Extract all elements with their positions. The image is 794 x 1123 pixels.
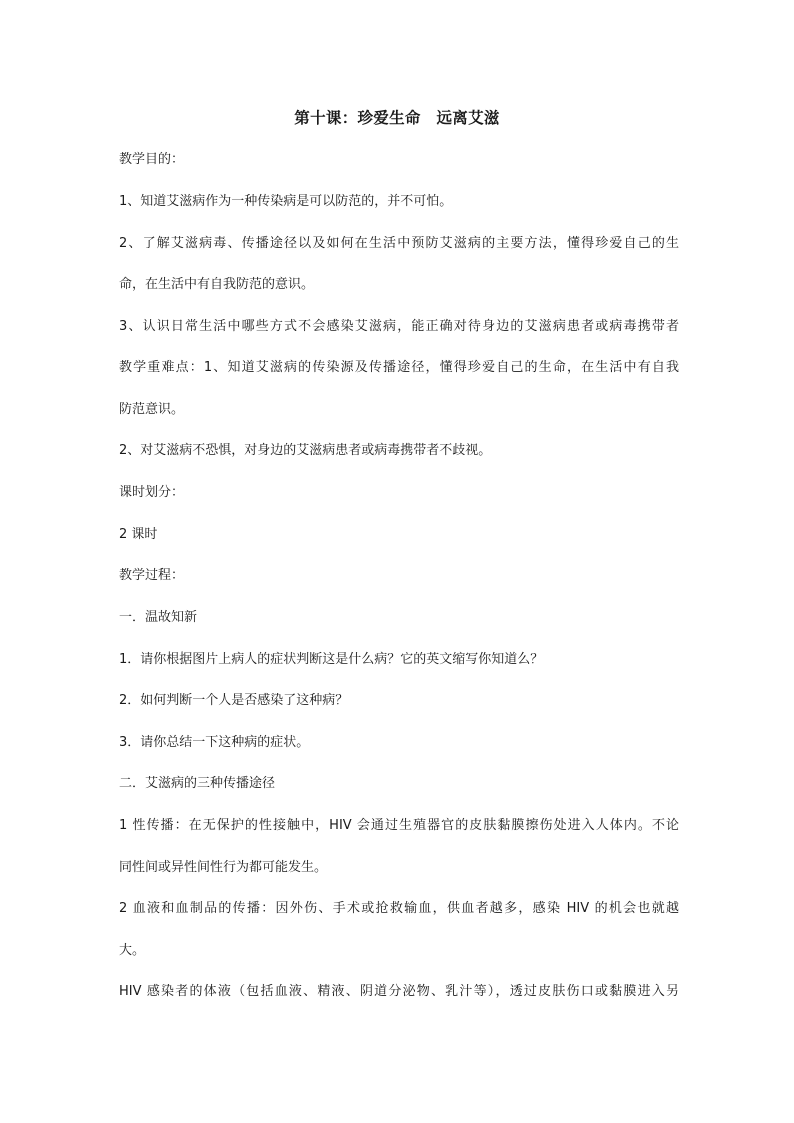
schedule-value: 2 课时 <box>119 527 158 542</box>
objective-item-1: 1、知道艾滋病作为一种传染病是可以防范的，并不可怕。 <box>119 194 453 209</box>
process-question-3: 3．请你总结一下这种病的症状。 <box>119 735 310 750</box>
process-part-1-heading: 一．温故知新 <box>119 610 198 625</box>
section-heading-schedule: 课时划分： <box>119 485 185 500</box>
key-points-line-2: 防范意识。 <box>119 402 185 417</box>
transmission-blood-line-2: 大。 <box>119 943 146 958</box>
process-question-2: 2．如何判断一个人是否感染了这种病？ <box>119 693 349 708</box>
section-heading-process: 教学过程： <box>119 568 185 583</box>
body-fluid-paragraph: HIV 感染者的体液（包括血液、精液、阴道分泌物、乳汁等），透过皮肤伤口或黏膜进入另 <box>119 984 679 999</box>
objective-item-3: 3、认识日常生活中哪些方式不会感染艾滋病，能正确对待身边的艾滋病患者或病毒携带者 <box>119 319 679 334</box>
process-part-2-heading: 二．艾滋病的三种传播途径 <box>119 776 276 791</box>
transmission-sexual-line-1: 1 性传播：在无保护的性接触中，HIV 会通过生殖器官的皮肤黏膜擦伤处进入人体内。不论 <box>119 818 679 833</box>
transmission-blood-line-1: 2 血液和血制品的传播：因外伤、手术或抢救输血，供血者越多，感染 HIV 的机会也就越 <box>119 901 679 916</box>
page-title: 第十课：珍爱生命 远离艾滋 <box>294 109 500 127</box>
transmission-sexual-line-2: 同性间或异性间性行为都可能发生。 <box>119 860 328 875</box>
objective-item-2-line-1: 2、了解艾滋病毒、传播途径以及如何在生活中预防艾滋病的主要方法，懂得珍爱自己的生 <box>119 236 679 251</box>
objective-item-2-line-2: 命，在生活中有自我防范的意识。 <box>119 277 315 292</box>
section-heading-objectives: 教学目的： <box>119 152 185 167</box>
key-points-line-1: 教学重难点：1、知道艾滋病的传染源及传播途径，懂得珍爱自己的生命，在生活中有自我 <box>119 360 679 375</box>
process-question-1: 1．请你根据图片上病人的症状判断这是什么病？它的英文缩写你知道么？ <box>119 652 544 667</box>
key-points-item-2: 2、对艾滋病不恐惧，对身边的艾滋病患者或病毒携带者不歧视。 <box>119 443 492 458</box>
